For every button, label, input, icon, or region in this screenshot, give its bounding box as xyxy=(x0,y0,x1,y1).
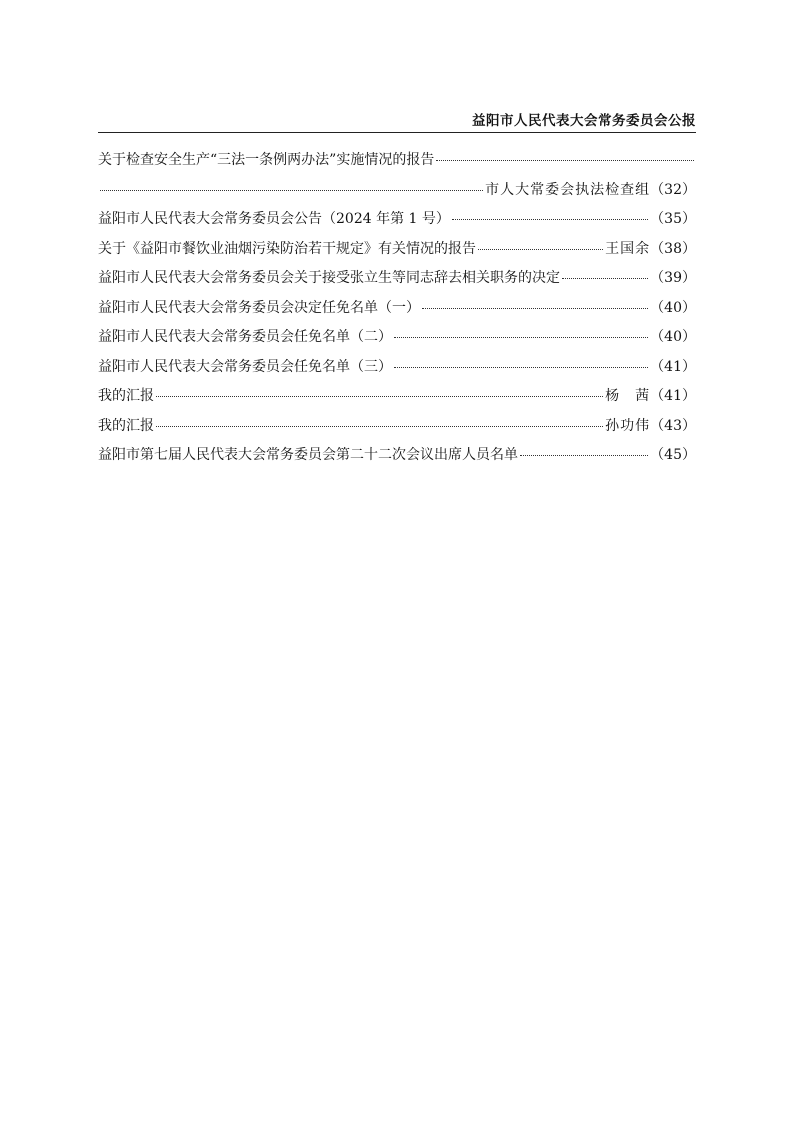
toc-entry-page: （38） xyxy=(650,240,696,257)
toc-entry-title: 关于《益阳市餐饮业油烟污染防治若干规定》有关情况的报告 xyxy=(98,240,476,257)
toc-entry[interactable] xyxy=(98,146,696,176)
bulletin-header-title: 益阳市人民代表大会常务委员会公报 xyxy=(472,113,696,129)
toc-entry-author: 杨 茜 xyxy=(605,388,651,404)
toc-entry-page: （35） xyxy=(650,211,696,227)
toc-entry[interactable] xyxy=(98,353,696,383)
toc-leader-dots xyxy=(452,219,648,220)
toc-entry-title: 我的汇报 xyxy=(98,388,154,404)
table-of-contents xyxy=(98,146,696,471)
toc-leader-dots xyxy=(100,190,483,191)
toc-entry-title: 关于检查安全生产“三法一条例两办法”实施情况的报告 xyxy=(98,152,435,168)
toc-entry-page: （41） xyxy=(650,388,696,404)
toc-entry-title: 益阳市人民代表大会常务委员会决定任免名单（一） xyxy=(98,299,420,316)
toc-leader-dots xyxy=(394,337,648,338)
toc-leader-dots xyxy=(478,249,603,250)
toc-entry[interactable] xyxy=(98,412,696,442)
toc-entry[interactable] xyxy=(98,323,696,353)
toc-leader-dots xyxy=(156,396,603,397)
toc-entry[interactable] xyxy=(98,382,696,412)
toc-entry[interactable] xyxy=(98,235,696,265)
toc-leader-dots xyxy=(520,455,648,456)
toc-leader-dots xyxy=(156,426,603,427)
toc-entry-page: （45） xyxy=(650,447,696,463)
toc-entry-title: 益阳市人民代表大会常务委员会公告（2024 年第 1 号） xyxy=(98,211,450,227)
toc-entry-page: （40） xyxy=(650,299,696,316)
toc-leader-dots xyxy=(436,160,694,161)
toc-leader-dots xyxy=(562,278,648,279)
toc-entry-title: 益阳市人民代表大会常务委员会任免名单（三） xyxy=(98,358,392,375)
toc-entry-page: （32） xyxy=(650,181,696,198)
toc-entry-title: 我的汇报 xyxy=(98,417,154,434)
toc-entry[interactable] xyxy=(98,176,696,206)
toc-leader-dots xyxy=(422,308,648,309)
toc-entry-author: 孙功伟 xyxy=(605,417,651,434)
toc-entry-page: （39） xyxy=(650,270,696,286)
toc-entry-author: 市人大常委会执法检查组 xyxy=(485,181,651,198)
toc-entry[interactable] xyxy=(98,205,696,235)
toc-entry-page: （40） xyxy=(650,329,696,345)
toc-entry[interactable] xyxy=(98,294,696,324)
toc-entry-author: 王国余 xyxy=(605,240,651,257)
toc-entry-title: 益阳市人民代表大会常务委员会任免名单（二） xyxy=(98,329,392,345)
toc-entry-title: 益阳市人民代表大会常务委员会关于接受张立生等同志辞去相关职务的决定 xyxy=(98,270,560,286)
toc-entry-page: （43） xyxy=(650,417,696,434)
toc-entry[interactable] xyxy=(98,441,696,471)
toc-entry-title: 益阳市第七届人民代表大会常务委员会第二十二次会议出席人员名单 xyxy=(98,447,518,463)
toc-entry-page: （41） xyxy=(650,358,696,375)
toc-entry[interactable] xyxy=(98,264,696,294)
toc-leader-dots xyxy=(394,367,648,368)
header-rule xyxy=(98,132,696,133)
